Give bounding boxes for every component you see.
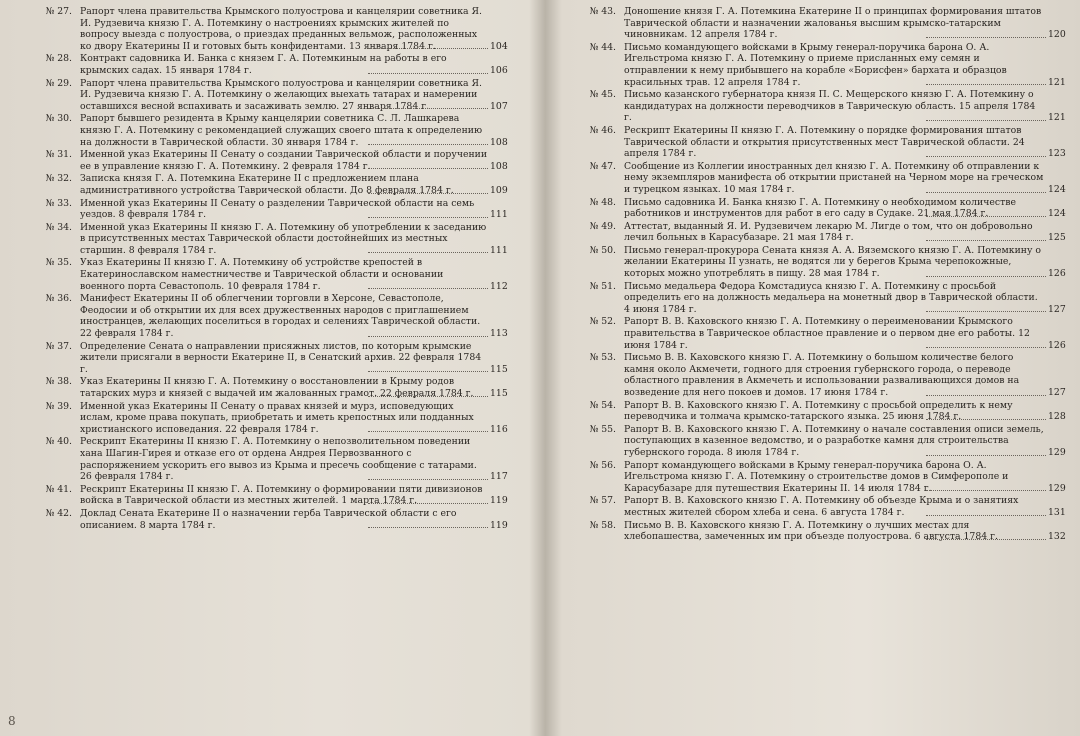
toc-entry <box>548 245 1080 280</box>
entry-body <box>80 149 522 172</box>
entry-page-number: 104 <box>490 40 508 52</box>
entry-title: Аттестат, выданный Я. И. Рудзевичем лекарю М. Лигде о том, что он добровольно лечил больных в Карасубазаре. 21 мая 1784 г. <box>624 220 1033 244</box>
entry-page-number: 112 <box>490 280 508 292</box>
entry-page-number: 121 <box>1048 112 1066 124</box>
leader-dots <box>368 479 488 480</box>
entry-number: № 44. <box>589 41 616 53</box>
entry-body <box>80 222 522 257</box>
leader-dots <box>368 396 488 397</box>
entry-page-number: 127 <box>1048 303 1066 315</box>
entry-number: № 52. <box>589 316 616 328</box>
toc-entry <box>0 173 522 196</box>
entry-body <box>80 508 522 531</box>
leader-dots <box>926 156 1046 157</box>
entry-page-number: 125 <box>1048 232 1066 244</box>
entry-title: Рапорт В. В. Каховского князю Г. А. Потемкину об объезде Крыма и о занятиях местных жителей сбором хлеба и сена. 6 августа 1784 г. <box>624 495 1019 518</box>
entry-number: № 47. <box>589 160 616 172</box>
entry-number: № 38. <box>45 376 72 388</box>
leader-dots <box>926 347 1046 348</box>
entry-number: № 36. <box>45 293 72 305</box>
entry-title: Рескрипт Екатерины II князю Г. А. Потемкину о порядке формирования штатов Таврической области и открытия присутственных мест Таврической области. 24 апреля 1784 г. <box>624 124 1025 160</box>
leader-dots <box>368 336 488 337</box>
entry-body <box>624 424 1080 459</box>
leader-dots <box>926 539 1046 540</box>
entry-page-number: 128 <box>1048 411 1066 423</box>
entry-body <box>80 198 522 221</box>
entry-title: Рапорт В. В. Каховского князю Г. А. Потемкину с просьбой определить к нему переводчика и толмача крымско-татарского языка. 25 июня 1784 г. <box>624 399 1013 423</box>
entry-page-number: 121 <box>1048 76 1066 88</box>
entry-page-number: 108 <box>490 136 508 148</box>
entry-page-number: 119 <box>490 495 508 507</box>
entry-title: Рапорт члена правительства Крымского полуострова и канцелярии советника Я. И. Рудзевича князю Г. А. Потемкину о желающих выехать татарах и намерении оставшихся весной вспахивать и засаживать землю. 27 января 1784 г. <box>80 77 483 112</box>
leader-dots <box>926 216 1046 217</box>
leader-dots <box>368 108 488 109</box>
entry-number: № 42. <box>45 507 72 519</box>
toc-entry <box>0 401 522 436</box>
toc-entry <box>0 78 522 113</box>
entry-body <box>80 113 522 148</box>
entry-body <box>80 436 522 482</box>
entry-page-number: 109 <box>490 184 508 196</box>
toc-entry <box>548 495 1080 518</box>
entry-number: № 46. <box>589 124 616 136</box>
entry-page-number: 106 <box>490 64 508 76</box>
entry-page-number: 123 <box>1048 148 1066 160</box>
entry-page-number: 111 <box>490 244 508 256</box>
leader-dots <box>926 192 1046 193</box>
entry-number: № 50. <box>589 244 616 256</box>
entry-body <box>624 316 1080 351</box>
entry-title: Рапорт бывшего резидента в Крыму канцелярии советника С. Л. Лашкарева князю Г. А. Потемкину с рекомендацией служащих своего штата к определению на должности в Таврической области. 30 января 1784 г. <box>80 113 483 148</box>
leader-dots <box>926 311 1046 312</box>
toc-entry <box>0 53 522 76</box>
entry-title: Рапорт командующего войсками в Крыму генерал-поручика барона О. А. Игельстрома князю Г. А. Потемкину о строительстве домов в Симферополе и Карасубазаре для путешествия Екатерины II. 14 июля 1784 г. <box>624 459 1009 494</box>
right-page <box>548 6 1080 731</box>
entry-number: № 31. <box>45 149 72 161</box>
entry-number: № 27. <box>45 6 72 17</box>
left-page <box>0 6 522 731</box>
toc-entry <box>548 6 1080 41</box>
toc-entry <box>0 198 522 221</box>
entry-body <box>624 460 1080 495</box>
leader-dots <box>926 37 1046 38</box>
entry-number: № 28. <box>45 53 72 65</box>
toc-entry <box>0 436 522 482</box>
leader-dots <box>368 48 488 49</box>
leader-dots <box>368 503 488 504</box>
leader-dots <box>368 217 488 218</box>
toc-entry <box>548 281 1080 316</box>
toc-entry <box>0 341 522 376</box>
entry-number: № 57. <box>589 495 616 507</box>
leader-dots <box>368 527 488 528</box>
entry-title: Письмо медальера Федора Комстадиуса князю Г. А. Потемкину с просьбой определить его на должность медальера на монетный двор в Таврической области. 4 июня 1784 г. <box>624 280 1038 315</box>
entry-number: № 49. <box>589 220 616 232</box>
entry-number: № 58. <box>589 519 616 531</box>
entry-title: Контракт садовника И. Банка с князем Г. А. Потемкиным на работы в его крымских садах. 15 января 1784 г. <box>80 53 447 76</box>
toc-entry <box>548 352 1080 398</box>
entry-page-number: 126 <box>1048 268 1066 280</box>
entry-page-number: 127 <box>1048 387 1066 398</box>
toc-entry <box>548 424 1080 459</box>
leader-dots <box>926 419 1046 420</box>
entry-page-number: 124 <box>1048 208 1066 220</box>
entry-body <box>624 197 1080 220</box>
entry-body <box>624 352 1080 398</box>
entry-body <box>80 173 522 196</box>
entry-number: № 53. <box>589 352 616 364</box>
entry-number: № 55. <box>589 423 616 435</box>
toc-entry <box>548 460 1080 495</box>
toc-entry <box>0 6 522 52</box>
entry-number: № 30. <box>45 113 72 125</box>
entry-title: Именной указ Екатерины II князю Г. А. Потемкину об употреблении к заседанию в присутственных местах Таврической области достойнейших из местных старшин. 8 февраля 1784 г. <box>80 221 487 256</box>
entry-number: № 32. <box>45 173 72 185</box>
leader-dots <box>926 120 1046 121</box>
entry-page-number: 132 <box>1048 531 1066 543</box>
entry-title: Письмо командующего войсками в Крыму генерал-поручика барона О. А. Игельстрома князю Г. А. Потемкину о приеме присланных ему семян и отправлении к нему прибывшего на корабле «Борисфен» бархата и образцов красильных трав. 12 апреля 1784 г. <box>624 41 1007 88</box>
entry-body <box>80 484 522 507</box>
entry-page-number: 115 <box>490 388 508 399</box>
entry-number: № 51. <box>589 280 616 292</box>
toc-entry <box>0 508 522 531</box>
entry-title: Рескрипт Екатерины II князю Г. А. Потемкину о непозволительном поведении хана Шагин-Гирея и отказе его от ордена Андрея Первозванного с распоряжением ускорить его вывоз из Крыма и пресечь сообщение с татарами. 26 февраля 1784 г. <box>80 436 477 483</box>
toc-entry <box>0 149 522 172</box>
entry-title: Именной указ Екатерины II Сенату о создании Таврической области и поручении ее в управление князю Г. А. Потемкину. 2 февраля 1784 г. <box>80 149 488 172</box>
toc-entry <box>548 400 1080 423</box>
entry-body <box>80 257 522 292</box>
leader-dots <box>926 455 1046 456</box>
entry-number: № 48. <box>589 196 616 208</box>
leader-dots <box>926 515 1046 516</box>
entry-body <box>624 495 1080 518</box>
entry-page-number: 126 <box>1048 339 1066 351</box>
entry-number: № 29. <box>45 77 72 89</box>
entry-number: № 56. <box>589 459 616 471</box>
toc-entry <box>0 376 522 399</box>
entry-page-number: 131 <box>1048 506 1066 518</box>
toc-entry <box>548 520 1080 543</box>
entry-title: Письмо В. В. Каховского князю Г. А. Потемкину о большом количестве белого камня около Акмечети, годного для строения губернского города, о переводе областного правления в Акмечеть и использовании разваливающихся домов на возведение для него покоев и домов. 17 июня 1784 г. <box>624 352 1020 398</box>
entry-body <box>624 245 1080 280</box>
toc-entry <box>0 484 522 507</box>
entry-number: № 54. <box>589 399 616 411</box>
entry-title: Доношение князя Г. А. Потемкина Екатерине II о принципах формирования штатов Таврической области и назначении жалованья высшим крымско-татарским чиновникам. 12 апреля 1784 г. <box>624 6 1042 41</box>
entry-body <box>80 53 522 76</box>
leader-dots <box>368 252 488 253</box>
toc-entry <box>0 222 522 257</box>
entry-title: Определение Сената о направлении присяжных листов, по которым крымские жители присягали в верности Екатерине II, в Сенатский архив. 22 февраля 1784 г. <box>80 340 482 375</box>
leader-dots <box>926 240 1046 241</box>
entry-body <box>624 42 1080 88</box>
entry-title: Письмо В. В. Каховского князю Г. А. Потемкину о лучших местах для хлебопашества, замеченных им при объезде полуострова. 6 августа 1784 г. <box>624 519 998 543</box>
toc-entry <box>548 197 1080 220</box>
entry-page-number: 119 <box>490 519 508 531</box>
entry-title: Письмо казанского губернатора князя П. С. Мещерского князю Г. А. Потемкину о кандидатурах на должности переводчиков в Таврическую область. 15 апреля 1784 г. <box>624 89 1036 124</box>
entry-page-number: 129 <box>1048 446 1066 458</box>
entry-page-number: 116 <box>490 423 508 435</box>
entry-number: № 41. <box>45 483 72 495</box>
entry-title: Письмо генерал-прокурора Сената князя А. А. Вяземского князю Г. А. Потемкину о желании Екатерины II узнать, не водятся ли у берегов Крыма черепокожные, которых можно употреблять в пищу. 28 мая 1784 г. <box>624 244 1042 280</box>
leader-dots <box>368 73 488 74</box>
leader-dots <box>368 431 488 432</box>
entry-page-number: 117 <box>490 471 508 483</box>
entry-body <box>624 221 1080 244</box>
entry-body <box>624 520 1080 543</box>
entry-number: № 40. <box>45 436 72 448</box>
entry-title: Рапорт В. В. Каховского князю Г. А. Потемкину о переименовании Крымского правительства в Таврическое областное правление и о первом дне его работы. 12 июня 1784 г. <box>624 316 1030 351</box>
entry-body <box>80 78 522 113</box>
leader-dots <box>368 371 488 372</box>
entry-body <box>624 89 1080 124</box>
entry-number: № 43. <box>589 6 616 17</box>
toc-entry <box>0 257 522 292</box>
entry-body <box>624 281 1080 316</box>
entry-title: Именной указ Екатерины II Сенату о разделении Таврической области на семь уездов. 8 февраля 1784 г. <box>80 197 475 221</box>
entry-body <box>80 6 522 52</box>
toc-entry <box>0 293 522 339</box>
leader-dots <box>926 84 1046 85</box>
entry-title: Указ Екатерины II князю Г. А. Потемкину об устройстве крепостей в Екатеринославском наместничестве и Таврической области и основании военного порта Севастополь. 10 февраля 1784 г. <box>80 257 444 292</box>
toc-entry <box>548 316 1080 351</box>
entry-number: № 37. <box>45 340 72 352</box>
entry-body <box>80 401 522 436</box>
toc-entry <box>548 42 1080 88</box>
entry-number: № 35. <box>45 257 72 269</box>
entry-title: Рескрипт Екатерины II князю Г. А. Потемкину о формировании пяти дивизионов войска в Таврической области из местных жителей. 1 марта 1784 г. <box>80 483 483 507</box>
page-number: 8 <box>8 714 16 728</box>
entry-number: № 34. <box>45 221 72 233</box>
entry-title: Записка князя Г. А. Потемкина Екатерине II с предложением плана административного устройства Таврической области. До 8 февраля 1784 г. <box>80 173 454 196</box>
leader-dots <box>368 144 488 145</box>
toc-entry <box>0 113 522 148</box>
toc-entry <box>548 221 1080 244</box>
entry-body <box>624 161 1080 196</box>
entry-number: № 45. <box>589 89 616 101</box>
entry-title: Именной указ Екатерины II Сенату о правах князей и мурз, исповедующих ислам, кроме права покупать, приобретать и иметь крепостных или подданных христианского исповедания. 22 февраля 1784 г. <box>80 400 474 435</box>
entry-title: Доклад Сената Екатерине II о назначении герба Таврической области с его описанием. 8 марта 1784 г. <box>80 507 457 531</box>
entry-page-number: 113 <box>490 328 508 340</box>
entry-page-number: 111 <box>490 209 508 221</box>
leader-dots <box>926 490 1046 491</box>
entry-title: Рапорт В. В. Каховского князю Г. А. Потемкину о начале составления описи земель, поступающих в казенное ведомство, и о разработке камня для строительства губернского города. 8 июля 1784 г. <box>624 423 1044 458</box>
entry-body <box>624 400 1080 423</box>
entry-title: Манифест Екатерины II об облегчении торговли в Херсоне, Севастополе, Феодосии и об открытии их для всех дружественных народов с приглашением иностранцев, желающих поселиться в городах и селениях Таврической области. 22 февраля 1784 г. <box>80 293 481 340</box>
entry-number: № 39. <box>45 400 72 412</box>
leader-dots <box>926 276 1046 277</box>
leader-dots <box>368 168 488 169</box>
entry-title: Письмо садовника И. Банка князю Г. А. Потемкину о необходимом количестве работников и инструментов для работ в его саду в Судаке. 21 мая 1784 г. <box>624 196 1016 220</box>
entry-body <box>80 376 522 399</box>
leader-dots <box>926 395 1046 396</box>
leader-dots <box>368 193 488 194</box>
entry-body <box>80 341 522 376</box>
entry-page-number: 107 <box>490 100 508 112</box>
toc-entry <box>548 89 1080 124</box>
toc-entry <box>548 125 1080 160</box>
entry-body <box>624 125 1080 160</box>
toc-entry <box>548 161 1080 196</box>
entry-title: Рапорт члена правительства Крымского полуострова и канцелярии советника Я. И. Рудзевича князю Г. А. Потемкину о настроениях крымских жителей по вопросу выезда с полуострова, о приездах преданных вельмож, расположенных ко двору Екатерины II и готовых быть конфидентами. 13 января 1784 г. <box>80 6 483 52</box>
entry-page-number: 108 <box>490 160 508 172</box>
entry-page-number: 120 <box>1048 29 1066 41</box>
entry-page-number: 115 <box>490 363 508 375</box>
entry-number: № 33. <box>45 197 72 209</box>
entry-title: Указ Екатерины II князю Г. А. Потемкину о восстановлении в Крыму родов татарских мурз и князей с выдачей им жалованных грамот. 22 февраля 1784 г. <box>80 376 474 399</box>
leader-dots <box>368 288 488 289</box>
entry-title: Сообщение из Коллегии иностранных дел князю Г. А. Потемкину об отправлении к нему экземпляров манифеста об открытии пристаней на Черном море на греческом и турецком языках. 10 мая 1784 г. <box>624 160 1044 195</box>
entry-page-number: 124 <box>1048 183 1066 195</box>
entry-page-number: 129 <box>1048 482 1066 494</box>
entry-body <box>80 293 522 339</box>
entry-body <box>624 6 1080 41</box>
